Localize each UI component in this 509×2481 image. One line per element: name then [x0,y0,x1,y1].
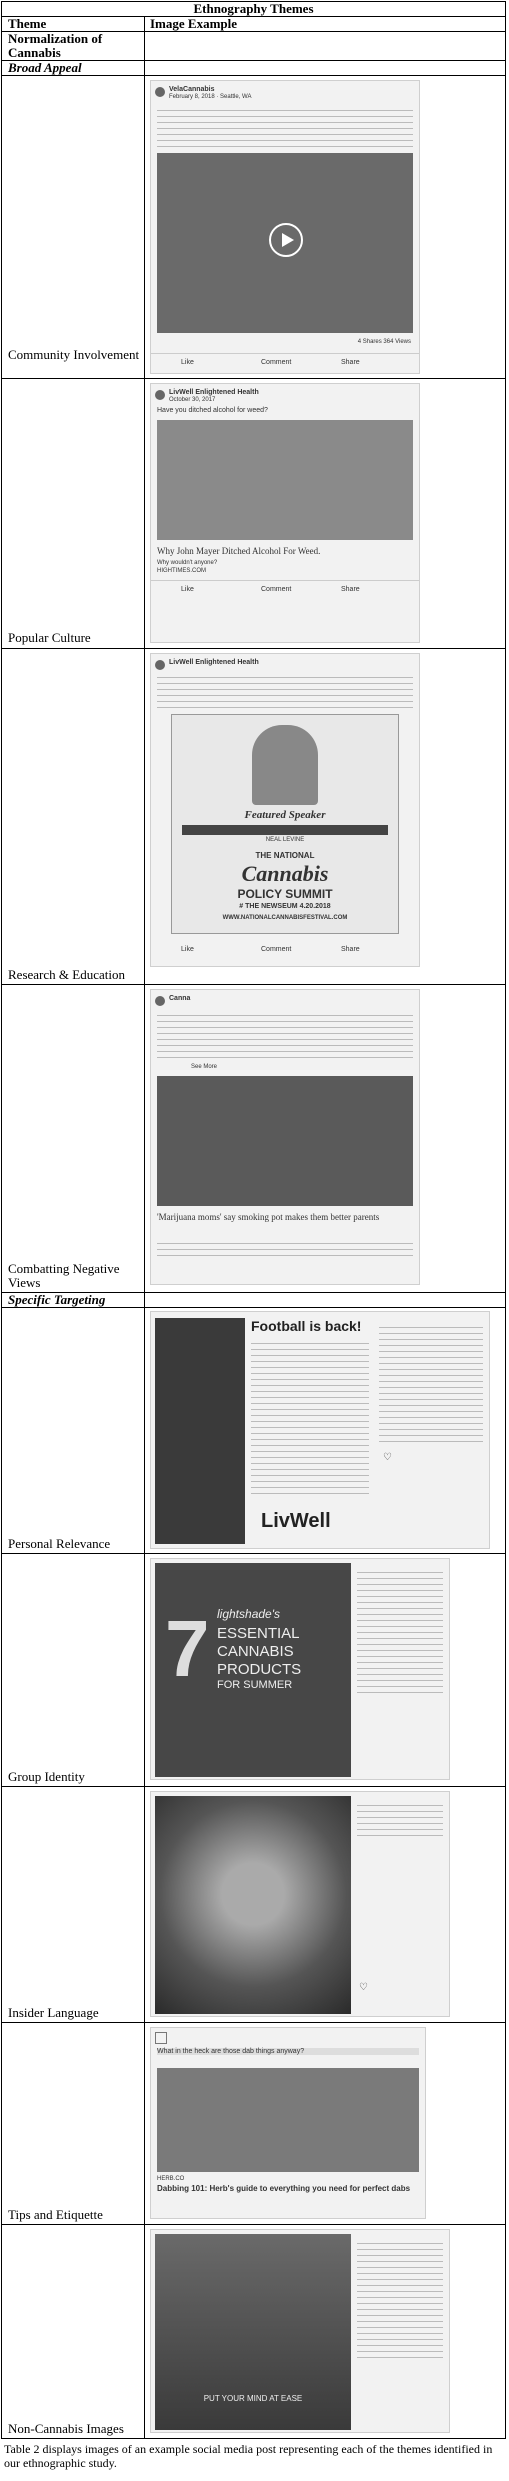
promo-number: 7 [165,1604,210,1693]
promo-line4: FOR SUMMER [217,1679,293,1691]
brand-logo: LivWell [261,1510,331,1532]
featured-speaker: Featured Speaker [244,809,326,821]
divider [2,1307,505,1308]
comment-button[interactable]: Comment [261,359,292,366]
heart-icon[interactable]: ♡ [383,1452,392,1463]
share-button[interactable]: Share [341,586,360,593]
post-text-lines [157,1010,413,1062]
summit-cannabis: Cannabis [241,861,329,886]
promo-line3: PRODUCTS [217,1661,302,1678]
divider [2,75,505,76]
speaker-photo [252,725,318,805]
post-text-lines [157,105,413,147]
comment-lines [379,1322,483,1442]
theme-community-involvement: Community Involvement [8,347,140,362]
theme-tips-and-etiquette: Tips and Etiquette [8,2207,103,2222]
theme-insider-language: Insider Language [8,2005,99,2020]
section-specific-targeting: Specific Targeting [8,1292,106,1307]
theme-research-education: Research & Education [8,967,125,982]
avatar [155,2032,167,2044]
promo-brand: lightshade's [217,1607,280,1621]
share-count: 4 Shares 364 Views [357,339,411,345]
article-headline[interactable]: Dabbing 101: Herb's guide to everything you need for perfect dabs [157,2184,411,2193]
comment-button[interactable]: Comment [261,586,292,593]
image-tips-etiquette [150,2027,426,2219]
theme-non-cannabis-images: Non-Cannabis Images [8,2421,124,2436]
promo-line1: ESSENTIAL [217,1625,300,1642]
image-personal-relevance [150,1311,490,1549]
ethnography-table [1,1,506,2439]
caption-lines [357,1567,443,1697]
summit-url: WWW.NATIONALCANNABISFESTIVAL.COM [222,915,348,921]
share-button[interactable]: Share [341,359,360,366]
divider [2,1786,505,1787]
summit-hashtag: # THE NEWSEUM 4.20.2018 [239,903,331,910]
header-theme: Theme [8,16,47,31]
comment-button[interactable]: Comment [261,946,292,953]
image-tagline: PUT YOUR MIND AT EASE [203,2394,303,2403]
video-thumbnail [157,153,413,333]
promo-image [155,1563,351,1777]
image-group-identity [150,1558,450,1780]
like-button[interactable]: Like [181,946,194,953]
divider [2,1553,505,1554]
page-name: LivWell Enlightened Health [169,659,259,666]
ad-text-lines [251,1338,369,1498]
divider [2,2224,505,2225]
theme-combatting-negative-views: Combatting Negative Views [8,1261,120,1290]
divider [2,16,505,17]
article-image [157,2068,419,2172]
post-text: Have you ditched alcohol for weed? [157,407,268,414]
article-source: HIGHTIMES.COM [157,568,206,574]
table-caption: Table 2 displays images of an example social media post representing each of the themes identified in our ethnographic study. [4,2442,493,2470]
divider [2,984,505,985]
post-date: October 30, 2017 [169,397,216,403]
page-name: LivWell Enlightened Health [169,389,259,396]
post-date: February 8, 2018 · Seattle, WA [169,94,252,100]
like-button[interactable]: Like [181,359,194,366]
section-broad-appeal: Broad Appeal [8,60,82,75]
ad-headline: Football is back! [251,1318,362,1334]
column-divider [144,16,145,2438]
post-text-lines [157,672,413,710]
page-name: VelaCannabis [169,86,215,93]
header-image: Image Example [150,16,238,31]
play-icon[interactable] [269,223,303,257]
image-popular-culture [150,383,420,643]
see-more-link[interactable]: See More [191,1064,218,1070]
image-research [150,653,420,967]
table-title: Ethnography Themes [193,1,314,16]
event-poster [171,714,399,934]
divider [2,2022,505,2023]
article-image [157,1076,413,1206]
avatar [155,660,165,670]
avatar [155,87,165,97]
share-button[interactable]: Share [341,946,360,953]
article-headline[interactable]: Why John Mayer Ditched Alcohol For Weed. [157,546,321,556]
football-player-image [155,1318,245,1544]
caption-lines [357,2238,443,2358]
summit-policy: POLICY SUMMIT [237,887,333,901]
caption-lines [357,1800,443,1840]
like-button[interactable]: Like [181,586,194,593]
avatar [155,996,165,1006]
image-non-cannabis [150,2229,450,2433]
avatar [155,390,165,400]
article-headline[interactable]: 'Marijuana moms' say smoking pot makes them better parents [157,1212,380,1222]
image-insider-language [150,1791,450,2017]
theme-popular-culture: Popular Culture [8,630,91,645]
promo-line2: CANNABIS [217,1643,294,1660]
theme-group-identity: Group Identity [8,1769,85,1784]
post-question: What in the heck are those dab things anyway? [157,2048,419,2055]
page-name: Canna [169,995,191,1002]
summit-the-national: THE NATIONAL [255,851,315,860]
article-subtitle: Why wouldn't anyone? [157,560,218,566]
image-community [150,80,420,374]
article-source: HERB.CO [157,2176,185,2182]
theme-personal-relevance: Personal Relevance [8,1536,111,1551]
divider [2,648,505,649]
heart-icon[interactable]: ♡ [359,1982,368,1993]
article-image [157,420,413,540]
divider [2,378,505,379]
cannabis-photo [155,1796,351,2014]
forest-photo [155,2234,351,2430]
image-negative-views [150,989,420,1285]
speaker-name: NEAL LEVINE [265,837,305,843]
normalization-label: Normalization of Cannabis [8,31,103,60]
article-summary-lines [157,1238,413,1258]
